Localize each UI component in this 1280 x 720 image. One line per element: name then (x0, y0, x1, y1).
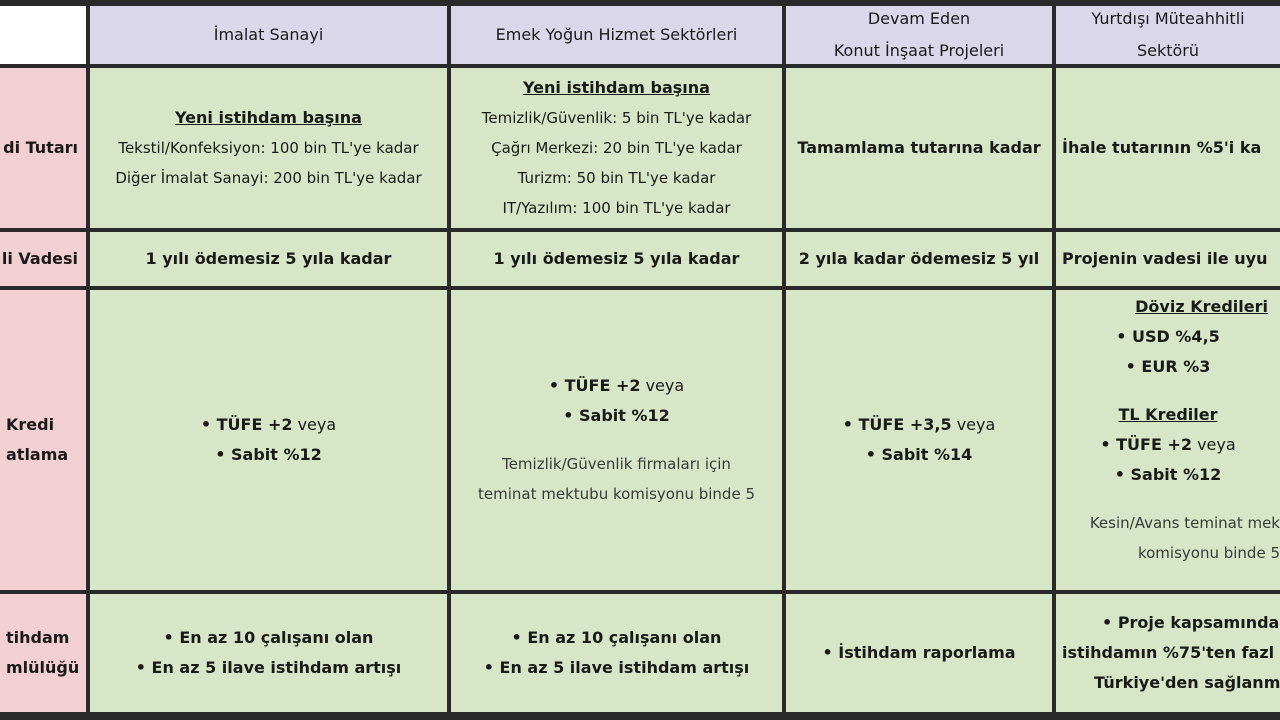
tutar-yurtdisi-text: İhale tutarının %5'i ka (1062, 138, 1262, 157)
bullet-icon: • (483, 658, 494, 677)
fiyat-imalat-b1-suffix: veya (292, 415, 337, 434)
istihdam-emek-b1-text: En az 10 çalışanı olan (527, 628, 722, 647)
fiyat-konut-b1-text: TÜFE +3,5 (858, 415, 952, 434)
fiyat-emek (451, 290, 782, 590)
bullet-icon: • (548, 376, 560, 395)
fiyat-konut (786, 290, 1052, 590)
istihdam-yurtdisi-b1-text: Proje kapsamında (1117, 613, 1280, 632)
fiyat-imalat-bullet1 (201, 410, 336, 440)
fiyat-yurtdisi-b3-text: TÜFE +2 (1116, 435, 1192, 454)
istihdam-imalat-bullet1 (164, 623, 374, 653)
fiyat-yurtdisi-bullet3 (1100, 430, 1235, 460)
row-label-fiyatlama-line2: atlama (6, 445, 69, 464)
vade-emek (451, 232, 782, 286)
fiyat-yurtdisi-b1-text: USD %4,5 (1132, 327, 1220, 346)
tutar-emek-line1: Temizlik/Güvenlik: 5 bin TL'ye kadar (481, 109, 752, 127)
fiyat-emek-note2: teminat mektubu komisyonu binde 5 (478, 485, 755, 503)
header-yurtdisi-line2: Sektörü (1136, 41, 1200, 60)
fiyat-emek-b2-text: Sabit %12 (579, 406, 670, 425)
vade-konut-text: 2 yıla kadar ödemesiz 5 yıl (798, 249, 1040, 268)
header-yurtdisi (1056, 6, 1280, 64)
tutar-emek-line2: Çağrı Merkezi: 20 bin TL'ye kadar (491, 139, 742, 157)
bullet-icon: • (135, 658, 146, 677)
bullet-icon: • (1102, 613, 1113, 632)
tutar-imalat-line2: Diğer İmalat Sanayi: 200 bin TL'ye kadar (115, 169, 422, 187)
vade-imalat-text: 1 yılı ödemesiz 5 yıla kadar (145, 249, 392, 268)
istihdam-yurtdisi-line2: istihdamın %75'ten fazl (1062, 643, 1275, 662)
bullet-icon: • (1125, 357, 1136, 376)
tutar-emek (451, 68, 782, 228)
fiyat-yurtdisi-title1: Döviz Kredileri (1135, 297, 1268, 316)
bullet-icon: • (865, 445, 876, 464)
bullet-icon: • (200, 415, 212, 434)
istihdam-imalat-b2-text: En az 5 ilave istihdam artışı (151, 658, 402, 677)
tutar-emek-line4: IT/Yazılım: 100 bin TL'ye kadar (502, 199, 731, 217)
fiyat-yurtdisi-b2-text: EUR %3 (1141, 357, 1211, 376)
fiyat-emek-b1-text: TÜFE +2 (564, 376, 641, 395)
istihdam-emek-b2-text: En az 5 ilave istihdam artışı (499, 658, 750, 677)
row-label-vade (0, 232, 86, 286)
header-konut-line1: Devam Eden (867, 9, 971, 28)
fiyat-yurtdisi-b4-text: Sabit %12 (1130, 465, 1222, 484)
row-label-istihdam-line1: tihdam (6, 628, 70, 647)
tutar-imalat-title: Yeni istihdam başına (175, 108, 362, 127)
fiyat-yurtdisi-bullet2 (1126, 352, 1211, 382)
fiyat-yurtdisi (1056, 290, 1280, 590)
vade-imalat (90, 232, 447, 286)
row-label-istihdam (0, 594, 86, 712)
istihdam-yurtdisi-bullet1 (1062, 608, 1279, 638)
row-label-fiyatlama (0, 290, 86, 590)
header-imalat-label: İmalat Sanayi (213, 25, 324, 44)
fiyat-emek-bullet2 (563, 401, 670, 431)
fiyat-konut-b2-text: Sabit %14 (881, 445, 973, 464)
tutar-yurtdisi (1056, 68, 1280, 228)
bullet-icon: • (163, 628, 174, 647)
row-label-istihdam-line2: mlülüğü (6, 658, 80, 677)
istihdam-imalat (90, 594, 447, 712)
fiyat-yurtdisi-b3-suffix: veya (1192, 435, 1236, 454)
bullet-icon: • (1114, 465, 1125, 484)
row-label-vade-text: li Vadesi (1, 249, 78, 268)
tutar-imalat (90, 68, 447, 228)
header-emek-yogun-label: Emek Yoğun Hizmet Sektörleri (495, 25, 738, 44)
fiyat-imalat (90, 290, 447, 590)
istihdam-yurtdisi (1056, 594, 1280, 712)
header-konut-line2: Konut İnşaat Projeleri (833, 41, 1005, 60)
fiyat-konut-bullet1 (843, 410, 996, 440)
bullet-icon: • (215, 445, 226, 464)
fiyat-imalat-b2-text: Sabit %12 (231, 445, 322, 464)
fiyat-emek-b1-suffix: veya (640, 376, 685, 395)
bullet-icon: • (842, 415, 853, 434)
tutar-imalat-line1: Tekstil/Konfeksiyon: 100 bin TL'ye kadar (118, 139, 419, 157)
row-label-tutar-text: di Tutarı (3, 138, 78, 157)
tutar-emek-line3: Turizm: 50 bin TL'ye kadar (517, 169, 716, 187)
istihdam-konut (786, 594, 1052, 712)
header-yurtdisi-line1: Yurtdışı Müteahhitli (1091, 9, 1245, 28)
bullet-icon: • (511, 628, 522, 647)
tutar-konut-text: Tamamlama tutarına kadar (797, 138, 1041, 157)
fiyat-imalat-b1-text: TÜFE +2 (216, 415, 293, 434)
row-label-tutar (0, 68, 86, 228)
tutar-emek-title: Yeni istihdam başına (523, 78, 710, 97)
header-imalat (90, 6, 447, 64)
fiyat-emek-note1: Temizlik/Güvenlik firmaları için (502, 455, 731, 473)
vade-emek-text: 1 yılı ödemesiz 5 yıla kadar (493, 249, 740, 268)
istihdam-konut-b1-text: İstihdam raporlama (838, 643, 1016, 662)
header-konut (786, 6, 1052, 64)
istihdam-konut-bullet1 (822, 638, 1015, 668)
fiyat-yurtdisi-bullet4 (1115, 460, 1222, 490)
istihdam-emek-bullet1 (512, 623, 722, 653)
fiyat-imalat-bullet2 (215, 440, 322, 470)
bullet-icon: • (1100, 435, 1111, 454)
bullet-icon: • (822, 643, 833, 662)
istihdam-emek (451, 594, 782, 712)
fiyat-yurtdisi-note1: Kesin/Avans teminat mek (1089, 514, 1280, 532)
bullet-icon: • (1116, 327, 1127, 346)
vade-yurtdisi (1056, 232, 1280, 286)
vade-konut (786, 232, 1052, 286)
fiyat-yurtdisi-title2: TL Krediler (1118, 405, 1218, 424)
header-corner-cell (0, 6, 86, 64)
istihdam-emek-bullet2 (484, 653, 750, 683)
fiyat-konut-b1-suffix: veya (951, 415, 996, 434)
istihdam-imalat-b1-text: En az 10 çalışanı olan (179, 628, 374, 647)
istihdam-yurtdisi-line3: Türkiye'den sağlanm (1094, 673, 1280, 692)
fiyat-emek-bullet1 (549, 371, 684, 401)
tutar-konut (786, 68, 1052, 228)
header-emek-yogun (451, 6, 782, 64)
istihdam-imalat-bullet2 (136, 653, 402, 683)
vade-yurtdisi-text: Projenin vadesi ile uyu (1062, 249, 1268, 268)
row-label-fiyatlama-line1: Kredi (6, 415, 55, 434)
fiyat-konut-bullet2 (866, 440, 973, 470)
bullet-icon: • (563, 406, 574, 425)
fiyat-yurtdisi-note2: komisyonu binde 5 (1137, 544, 1280, 562)
fiyat-yurtdisi-bullet1 (1116, 322, 1220, 352)
